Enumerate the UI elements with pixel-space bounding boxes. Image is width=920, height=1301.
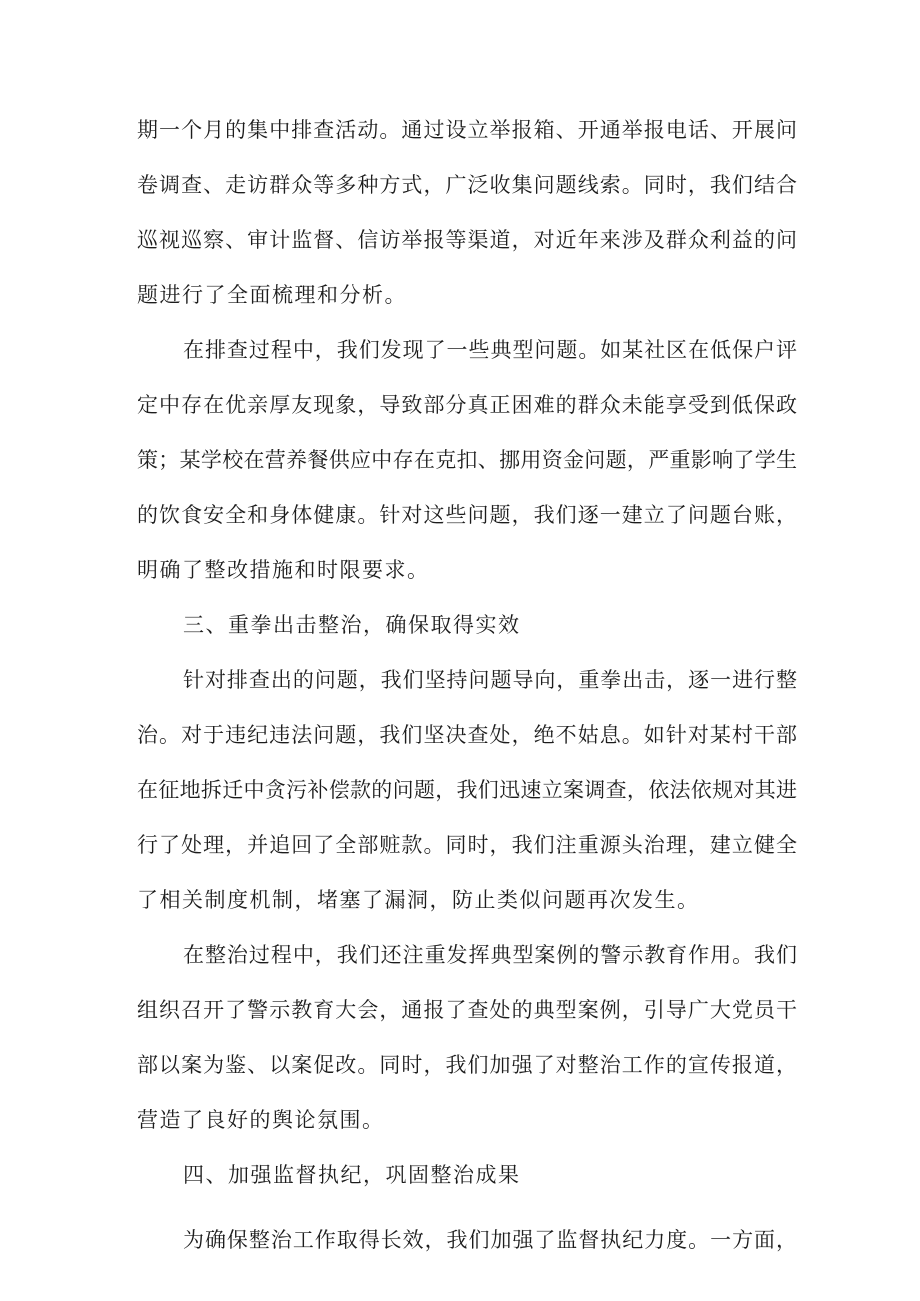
paragraph-line: 明确了整改措施和时限要求。 bbox=[137, 558, 430, 582]
paragraph-line: 营造了良好的舆论氛围。 bbox=[137, 1108, 385, 1132]
section-heading: 四、加强监督执纪，巩固整治成果 bbox=[183, 1163, 521, 1187]
paragraph-line: 卷调查、走访群众等多种方式，广泛收集问题线索。同时，我们结合 bbox=[137, 173, 797, 197]
paragraph-line: 针对排查出的问题，我们坚持问题导向，重拳出击，逐一进行整 bbox=[183, 668, 797, 692]
paragraph-line: 部以案为鉴、以案促改。同时，我们加强了对整治工作的宣传报道， bbox=[137, 1053, 797, 1077]
paragraph-line: 期一个月的集中排查活动。通过设立举报箱、开通举报电话、开展问 bbox=[137, 118, 797, 142]
paragraph-line: 治。对于违纪违法问题，我们坚决查处，绝不姑息。如针对某村干部 bbox=[137, 723, 797, 747]
paragraph-line: 在排查过程中，我们发现了一些典型问题。如某社区在低保户评 bbox=[183, 338, 797, 362]
paragraph-line: 为确保整治工作取得长效，我们加强了监督执纪力度。一方面， bbox=[183, 1228, 797, 1252]
paragraph-line: 巡视巡察、审计监督、信访举报等渠道，对近年来涉及群众利益的问 bbox=[137, 228, 797, 252]
paragraph-line: 组织召开了警示教育大会，通报了查处的典型案例，引导广大党员干 bbox=[137, 998, 797, 1022]
paragraph-line: 了相关制度机制，堵塞了漏洞，防止类似问题再次发生。 bbox=[137, 888, 700, 912]
paragraph-line: 在征地拆迁中贪污补偿款的问题，我们迅速立案调查，依法依规对其进 bbox=[137, 778, 797, 802]
paragraph-line: 策；某学校在营养餐供应中存在克扣、挪用资金问题，严重影响了学生 bbox=[137, 448, 797, 472]
paragraph-line: 行了处理，并追回了全部赃款。同时，我们注重源头治理，建立健全 bbox=[137, 833, 797, 857]
section-heading: 三、重拳出击整治，确保取得实效 bbox=[183, 613, 521, 637]
paragraph-line: 定中存在优亲厚友现象，导致部分真正困难的群众未能享受到低保政 bbox=[137, 393, 797, 417]
paragraph-line: 的饮食安全和身体健康。针对这些问题，我们逐一建立了问题台账， bbox=[137, 503, 797, 527]
paragraph-line: 在整治过程中，我们还注重发挥典型案例的警示教育作用。我们 bbox=[183, 943, 797, 967]
paragraph-line: 题进行了全面梳理和分析。 bbox=[137, 283, 407, 307]
